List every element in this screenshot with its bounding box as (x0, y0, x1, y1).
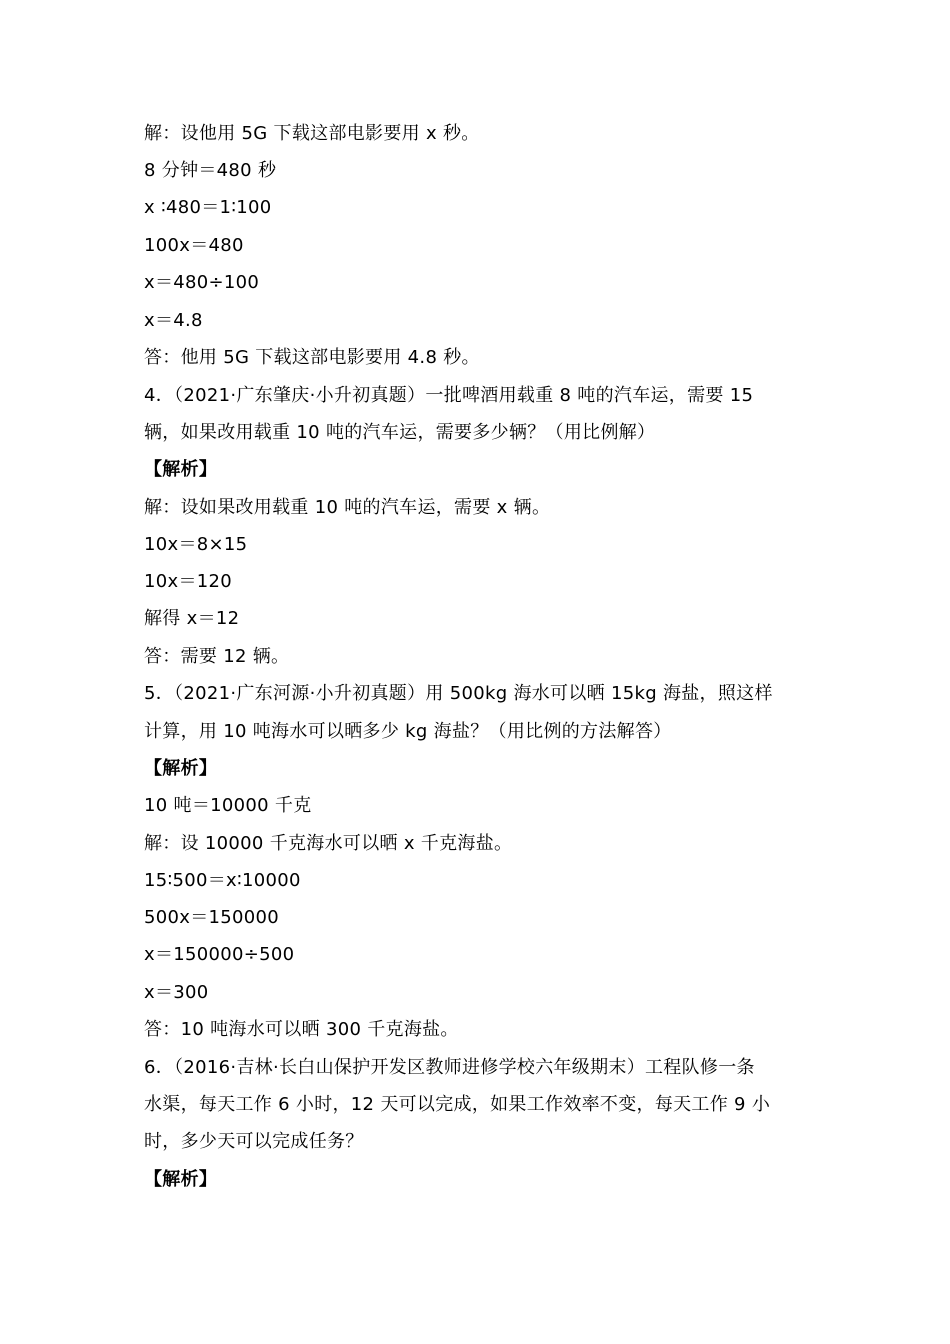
question-4-line-1: 4．（2021·广东肇庆·小升初真题）一批啤酒用载重 8 吨的汽车运，需要 15 (144, 385, 754, 406)
text-line: 解：设 10000 千克海水可以晒 x 千克海盐。 (144, 833, 513, 854)
question-5-line-1: 5．（2021·广东河源·小升初真题）用 500kg 海水可以晒 15kg 海盐，照这样 (144, 683, 773, 704)
text-line: x＝480÷100 (144, 272, 260, 293)
text-line: 解得 x＝12 (144, 608, 240, 629)
text-line: 15∶500＝x∶10000 (144, 870, 301, 891)
question-5-line-2: 计算，用 10 吨海水可以晒多少 kg 海盐？（用比例的方法解答） (144, 721, 672, 742)
question-4-line-2: 辆，如果改用载重 10 吨的汽车运，需要多少辆？（用比例解） (144, 422, 656, 443)
text-line: 10x＝120 (144, 571, 233, 592)
analysis-heading: 【解析】 (144, 459, 218, 480)
text-line: x＝4.8 (144, 310, 203, 331)
text-line: x＝150000÷500 (144, 944, 295, 965)
text-line: 答：他用 5G 下载这部电影要用 4.8 秒。 (144, 347, 480, 368)
text-line: 解：设如果改用载重 10 吨的汽车运，需要 x 辆。 (144, 497, 551, 518)
analysis-heading: 【解析】 (144, 1169, 218, 1190)
text-line: x ∶480＝1∶100 (144, 197, 272, 218)
text-line: 100x＝480 (144, 235, 244, 256)
question-6-line-1: 6．（2016·吉林·长白山保护开发区教师进修学校六年级期末）工程队修一条 (144, 1057, 755, 1078)
text-line: 答：需要 12 辆。 (144, 646, 290, 667)
text-line: 8 分钟＝480 秒 (144, 160, 277, 181)
question-6-line-2: 水渠，每天工作 6 小时，12 天可以完成，如果工作效率不变，每天工作 9 小 (144, 1094, 771, 1115)
text-line: 解：设他用 5G 下载这部电影要用 x 秒。 (144, 123, 480, 144)
text-line: 10 吨＝10000 千克 (144, 795, 312, 816)
text-line: x＝300 (144, 982, 209, 1003)
text-line: 500x＝150000 (144, 907, 280, 928)
text-line: 答：10 吨海水可以晒 300 千克海盐。 (144, 1019, 459, 1040)
text-line: 10x＝8×15 (144, 534, 248, 555)
analysis-heading: 【解析】 (144, 758, 218, 779)
question-6-line-3: 时，多少天可以完成任务？ (144, 1131, 364, 1152)
